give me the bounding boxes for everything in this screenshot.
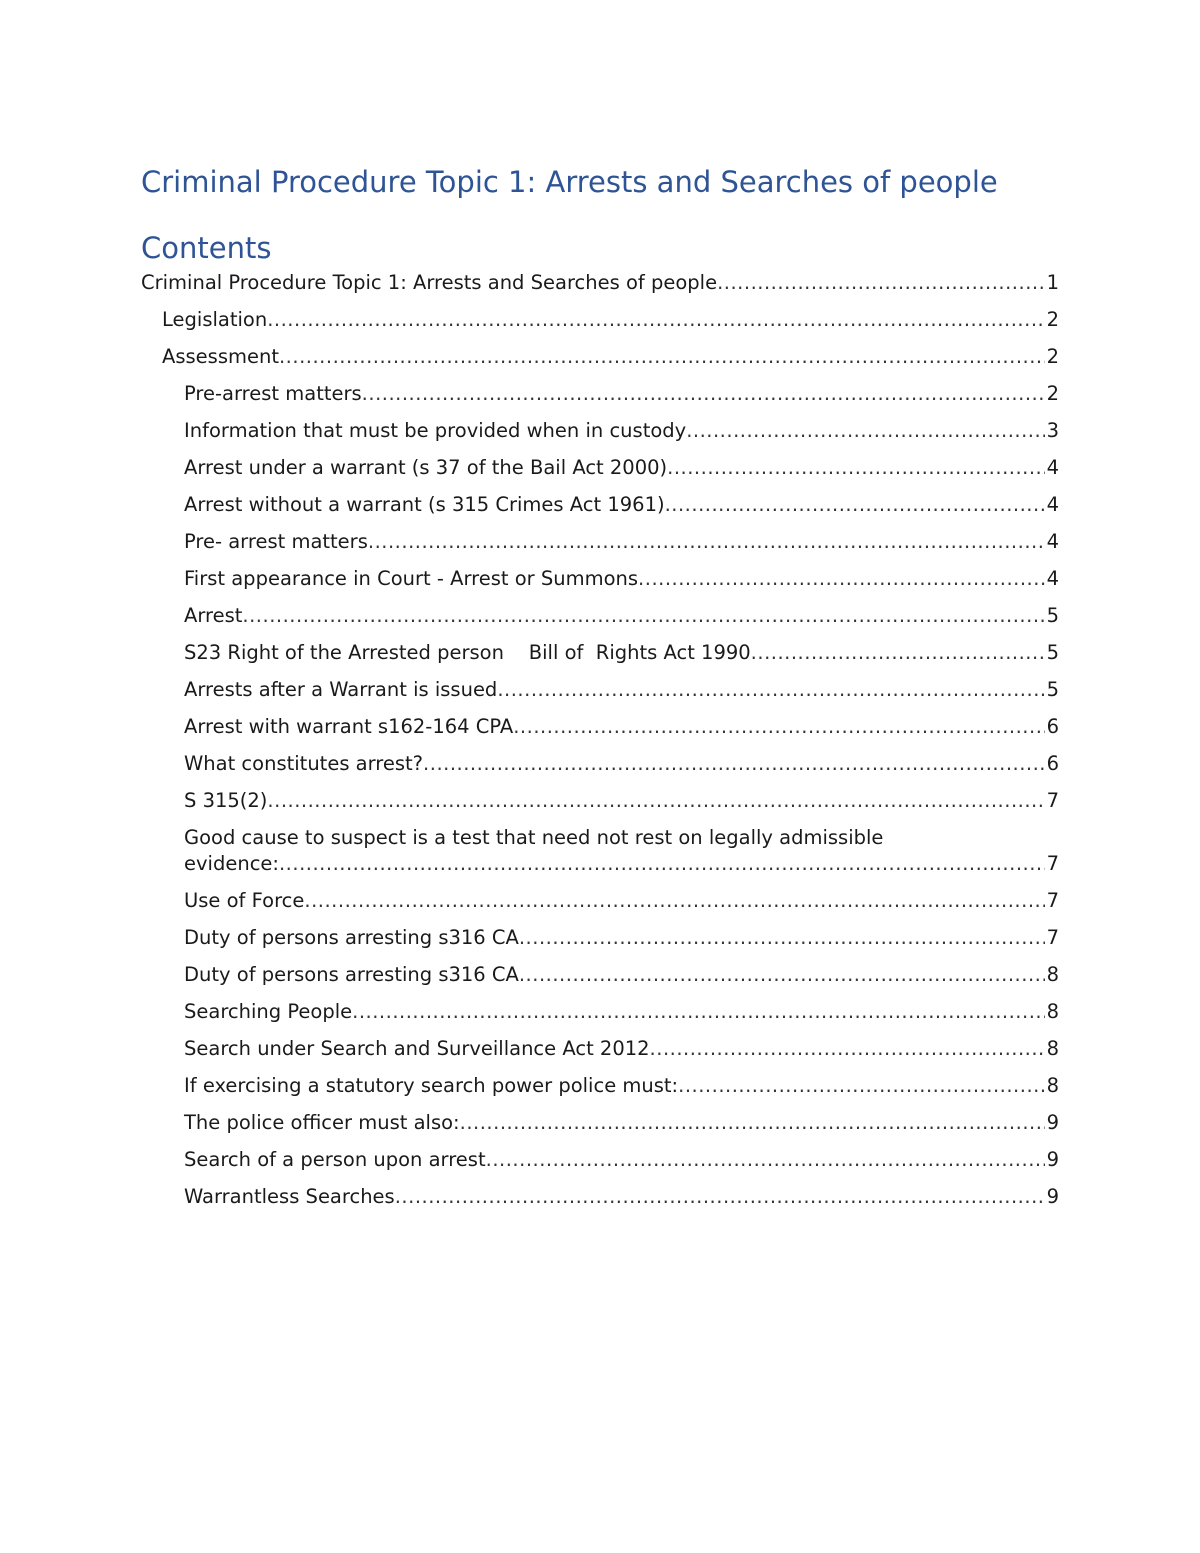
toc-dot-leader <box>242 603 1044 629</box>
toc-entry[interactable] <box>141 888 1059 914</box>
toc-dot-leader <box>497 677 1044 703</box>
toc-page-number: 3 <box>1046 419 1059 442</box>
contents-heading: Contents <box>141 231 272 265</box>
toc-dot-leader <box>362 381 1045 407</box>
toc-entry-text: Information that must be provided when in custody <box>184 419 687 442</box>
toc-dot-leader <box>304 888 1044 914</box>
toc-entry[interactable] <box>141 566 1059 592</box>
toc-entry-text: If exercising a statutory search power police must: <box>184 1074 679 1097</box>
toc-page-number: 7 <box>1046 852 1059 875</box>
toc-entry-text: The police officer must also: <box>184 1111 460 1134</box>
toc-entry-text: Searching People <box>184 1000 353 1023</box>
toc-page-number: 9 <box>1046 1148 1059 1171</box>
toc-entry-text: Search of a person upon arrest <box>184 1148 486 1171</box>
toc-entry-text: First appearance in Court - Arrest or Summons <box>184 567 639 590</box>
toc-page-number: 4 <box>1046 530 1059 553</box>
toc-dot-leader <box>368 529 1045 555</box>
toc-entry-text: Arrests after a Warrant is issued <box>184 678 498 701</box>
toc-dot-leader <box>686 418 1044 444</box>
toc-entry[interactable] <box>141 418 1059 444</box>
toc-dot-leader <box>650 1036 1045 1062</box>
toc-page-number: 8 <box>1046 963 1059 986</box>
toc-entry-text: Duty of persons arresting s316 CA <box>184 963 519 986</box>
toc-entry[interactable] <box>141 714 1059 740</box>
toc-page-number: 6 <box>1046 752 1059 775</box>
toc-entry-text: Pre- arrest matters <box>184 530 368 553</box>
document-title: Criminal Procedure Topic 1: Arrests and Searches of people <box>141 165 998 199</box>
toc-page-number: 8 <box>1046 1074 1059 1097</box>
toc-entry-text: Good cause to suspect is a test that need not rest on legally admissible <box>184 826 884 849</box>
toc-page-number: 2 <box>1046 382 1059 405</box>
toc-dot-leader <box>279 851 1045 877</box>
toc-page-number: 1 <box>1046 271 1059 294</box>
toc-entry[interactable] <box>141 344 1059 370</box>
toc-dot-leader <box>638 566 1045 592</box>
toc-dot-leader <box>395 1184 1045 1210</box>
toc-entry-text: Assessment <box>162 345 279 368</box>
toc-entry-line <box>184 851 1059 877</box>
toc-entry[interactable] <box>141 455 1059 481</box>
toc-entry[interactable] <box>141 788 1059 814</box>
toc-dot-leader <box>667 455 1044 481</box>
toc-entry-text: What constitutes arrest? <box>184 752 424 775</box>
toc-dot-leader <box>717 270 1045 296</box>
toc-page-number: 5 <box>1046 604 1059 627</box>
toc-entry[interactable] <box>141 603 1059 629</box>
document-page <box>141 163 1059 1221</box>
toc-entry[interactable] <box>141 1184 1059 1210</box>
toc-entry[interactable] <box>141 381 1059 407</box>
toc-dot-leader <box>279 344 1045 370</box>
toc-page-number: 5 <box>1046 641 1059 664</box>
toc-entry[interactable] <box>141 1147 1059 1173</box>
toc-entry[interactable] <box>141 925 1059 951</box>
toc-entry-text: S23 Right of the Arrested person Bill of Rights Act 1990 <box>184 641 751 664</box>
toc-page-number: 7 <box>1046 789 1059 812</box>
toc-entry-text: Pre-arrest matters <box>184 382 362 405</box>
toc-page-number: 5 <box>1046 678 1059 701</box>
toc-entry-text: Arrest without a warrant (s 315 Crimes Act 1961) <box>184 493 665 516</box>
toc-entry-text: Use of Force <box>184 889 305 912</box>
toc-page-number: 2 <box>1046 308 1059 331</box>
toc-entry-text: S 315(2) <box>184 789 268 812</box>
toc-entry-text: Legislation <box>162 308 268 331</box>
toc-page-number: 7 <box>1046 889 1059 912</box>
toc-entry[interactable] <box>141 751 1059 777</box>
toc-dot-leader <box>423 751 1045 777</box>
toc-entry[interactable] <box>141 677 1059 703</box>
toc-dot-leader <box>519 962 1045 988</box>
toc-dot-leader <box>267 307 1044 333</box>
toc-entry-text: Search under Search and Surveillance Act 2012 <box>184 1037 650 1060</box>
toc-entry-text: Arrest under a warrant (s 37 of the Bail Act 2000) <box>184 456 668 479</box>
toc-page-number: 2 <box>1046 345 1059 368</box>
toc-entry[interactable] <box>141 640 1059 666</box>
toc-dot-leader <box>460 1110 1045 1136</box>
toc-entry-text: Criminal Procedure Topic 1: Arrests and Searches of people <box>141 271 718 294</box>
toc-dot-leader <box>751 640 1045 666</box>
toc-page-number: 4 <box>1046 493 1059 516</box>
toc-page-number: 9 <box>1046 1111 1059 1134</box>
toc-entry-text-continued: evidence: <box>184 852 279 875</box>
toc-entry[interactable] <box>141 825 1059 877</box>
table-of-contents <box>141 270 1059 1210</box>
toc-dot-leader <box>267 788 1044 814</box>
toc-dot-leader <box>519 925 1045 951</box>
toc-entry[interactable] <box>141 492 1059 518</box>
toc-page-number: 8 <box>1046 1037 1059 1060</box>
toc-page-number: 8 <box>1046 1000 1059 1023</box>
toc-page-number: 4 <box>1046 567 1059 590</box>
toc-dot-leader <box>678 1073 1044 1099</box>
toc-entry[interactable] <box>141 1110 1059 1136</box>
toc-entry[interactable] <box>141 307 1059 333</box>
toc-entry[interactable] <box>141 270 1059 296</box>
toc-entry[interactable] <box>141 962 1059 988</box>
toc-dot-leader <box>513 714 1044 740</box>
toc-entry[interactable] <box>141 999 1059 1025</box>
toc-entry[interactable] <box>141 1036 1059 1062</box>
toc-dot-leader <box>486 1147 1045 1173</box>
toc-entry[interactable] <box>141 529 1059 555</box>
toc-page-number: 6 <box>1046 715 1059 738</box>
toc-page-number: 9 <box>1046 1185 1059 1208</box>
toc-page-number: 7 <box>1046 926 1059 949</box>
toc-dot-leader <box>352 999 1044 1025</box>
toc-dot-leader <box>665 492 1045 518</box>
toc-entry-text: Warrantless Searches <box>184 1185 395 1208</box>
toc-entry-text: Arrest <box>184 604 243 627</box>
toc-page-number: 4 <box>1046 456 1059 479</box>
toc-entry-text: Arrest with warrant s162-164 CPA <box>184 715 514 738</box>
toc-entry-text: Duty of persons arresting s316 CA <box>184 926 519 949</box>
toc-entry[interactable] <box>141 1073 1059 1099</box>
